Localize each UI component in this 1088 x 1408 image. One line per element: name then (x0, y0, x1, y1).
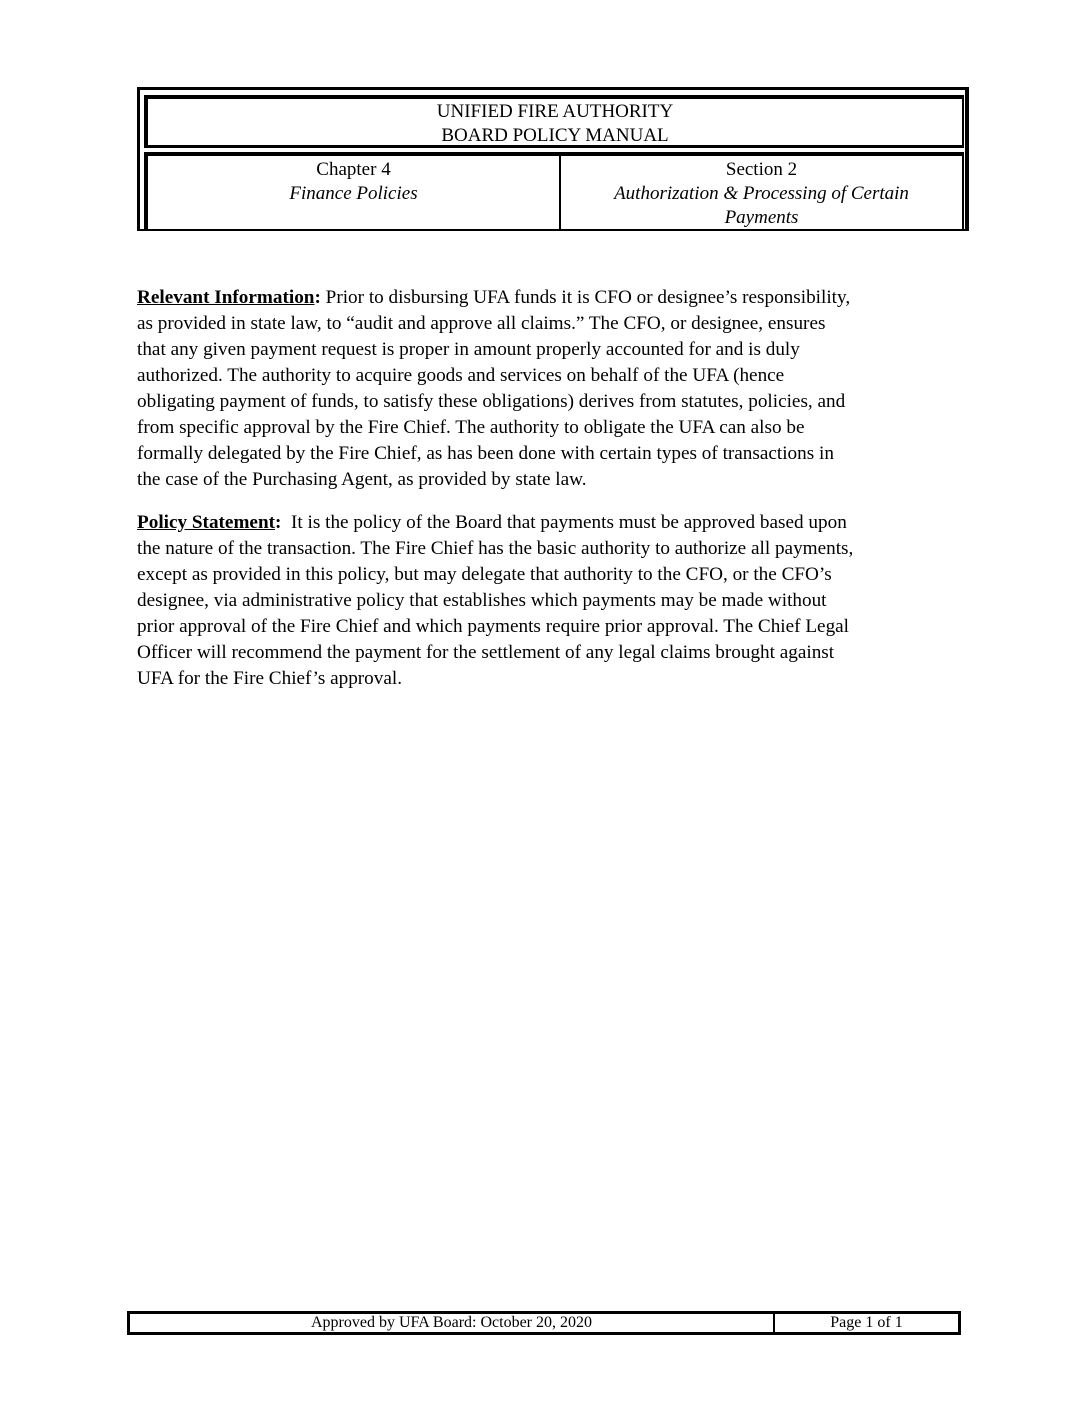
paragraph-line: as provided in state law, to “audit and approve all claims.” The CFO, or designee, ensures (137, 313, 826, 334)
chapter-number: Chapter 4 (316, 159, 391, 180)
section-cell (561, 156, 962, 231)
footer-table (127, 1311, 961, 1335)
page-number: Page 1 of 1 (830, 1314, 903, 1331)
paragraph-line: authorized. The authority to acquire goods and services on behalf of the UFA (hence (137, 365, 785, 386)
section-title-line2: Payments (724, 207, 799, 228)
line-text: Prior to disbursing UFA funds it is CFO or designee’s responsibility, (320, 287, 851, 308)
paragraph-line: Officer will recommend the payment for the settlement of any legal claims brought against (137, 642, 835, 663)
org-name: UNIFIED FIRE AUTHORITY (436, 101, 674, 122)
paragraph-line: the case of the Purchasing Agent, as provided by state law. (137, 469, 587, 490)
paragraph-line (137, 285, 947, 311)
manual-name: BOARD POLICY MANUAL (441, 125, 669, 146)
policy-statement-paragraph (137, 510, 947, 692)
line-text: It is the policy of the Board that payments must be approved based upon (281, 512, 847, 533)
paragraph-line: formally delegated by the Fire Chief, as has been done with certain types of transactions in (137, 443, 834, 464)
paragraph-line: that any given payment request is proper in amount properly accounted for and is duly (137, 339, 800, 360)
heading-colon: : (275, 512, 282, 533)
paragraph-line: UFA for the Fire Chief’s approval. (137, 668, 403, 689)
policy-statement-heading: Policy Statement (137, 512, 276, 533)
paragraph-line (137, 510, 947, 536)
section-number: Section 2 (725, 159, 798, 180)
header-title-box (144, 95, 964, 148)
approval-date: Approved by UFA Board: October 20, 2020 (130, 1314, 775, 1332)
heading-colon: : (314, 287, 321, 308)
section-title-line1: Authorization & Processing of Certain (614, 183, 909, 204)
relevant-information-heading: Relevant Information (137, 287, 315, 308)
paragraph-line: except as provided in this policy, but may delegate that authority to the CFO, or the CFO’s (137, 564, 832, 585)
paragraph-line: the nature of the transaction. The Fire Chief has the basic authority to authorize all payments, (137, 538, 854, 559)
paragraph-line: from specific approval by the Fire Chief. The authority to obligate the UFA can also be (137, 417, 805, 438)
relevant-information-paragraph (137, 285, 947, 493)
paragraph-line: designee, via administrative policy that establishes which payments may be made without (137, 590, 827, 611)
chapter-title: Finance Policies (289, 183, 418, 204)
paragraph-line: prior approval of the Fire Chief and which payments require prior approval. The Chief Legal (137, 616, 850, 637)
chapter-cell (148, 156, 561, 231)
paragraph-line: obligating payment of funds, to satisfy these obligations) derives from statutes, policies, and (137, 391, 846, 412)
header-chapter-section-row (144, 152, 964, 231)
